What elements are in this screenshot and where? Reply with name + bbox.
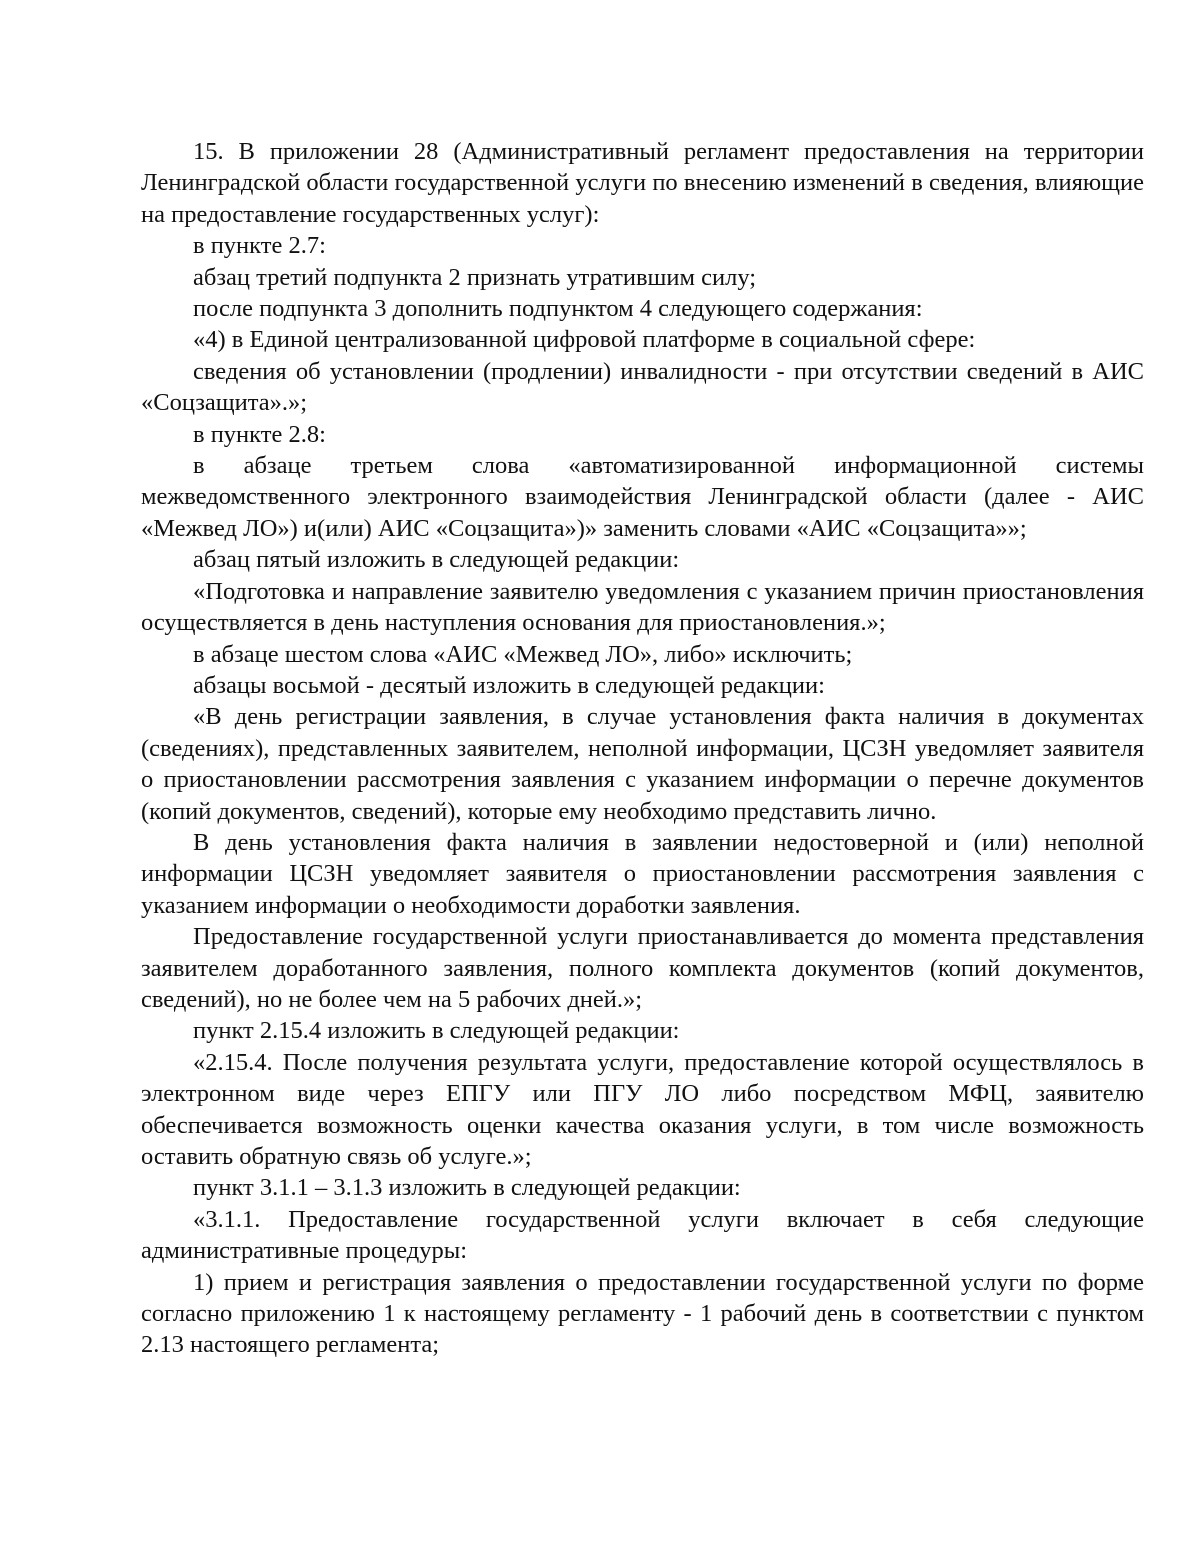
paragraph: «4) в Единой централизованной цифровой платформе в социальной сфере: <box>193 326 976 354</box>
paragraph: сведения об установлении (продлении) инвалидности - при отсутствии сведений в АИС «Соцзащита».»; <box>141 357 1144 417</box>
paragraph: «2.15.4. После получения результата услуги, предоставление которой осуществлялось в электронном виде через ЕПГУ или ПГУ ЛО либо посредством МФЦ, заявителю обеспечивается возможность оценки качества оказания услуги, в том числе возможность оставить обратную связь об услуге.»; <box>141 1048 1144 1170</box>
paragraph: абзац третий подпункта 2 признать утратившим силу; <box>193 263 757 291</box>
paragraph: «3.1.1. Предоставление государственной услуги включает в себя следующие административные процедуры: <box>141 1205 1144 1265</box>
paragraph: абзац пятый изложить в следующей редакции: <box>193 546 680 574</box>
paragraph: пункт 3.1.1 – 3.1.3 изложить в следующей редакции: <box>193 1174 741 1202</box>
paragraph: абзацы восьмой - десятый изложить в следующей редакции: <box>193 671 825 699</box>
paragraph: пункт 2.15.4 изложить в следующей редакции: <box>193 1017 680 1045</box>
paragraph: в пункте 2.8: <box>193 420 326 448</box>
paragraph: «Подготовка и направление заявителю уведомления с указанием причин приостановления осуществляется в день наступления основания для приостановления.»; <box>141 577 1144 637</box>
paragraph: «В день регистрации заявления, в случае установления факта наличия в документах (сведениях), представленных заявителем, неполной информации, ЦСЗН уведомляет заявителя о приостановлении рассмотрения заявления с указанием информации о перечне документов (копий документов, сведений), которые ему необходимо представить лично. <box>141 703 1144 825</box>
paragraph: в абзаце шестом слова «АИС «Межвед ЛО», либо» исключить; <box>193 640 853 668</box>
paragraph: В день установления факта наличия в заявлении недостоверной и (или) неполной информации ЦСЗН уведомляет заявителя о приостановлении рассмотрения заявления с указанием информации о необходимости доработки заявления. <box>141 828 1144 919</box>
paragraph: после подпункта 3 дополнить подпунктом 4 следующего содержания: <box>193 295 923 323</box>
paragraph: Предоставление государственной услуги приостанавливается до момента представления заявителем доработанного заявления, полного комплекта документов (копий документов, сведений), но не более чем на 5 рабочих дней.»; <box>141 923 1144 1013</box>
paragraph: 1) прием и регистрация заявления о предоставлении государственной услуги по форме согласно приложению 1 к настоящему регламенту - 1 рабочий день в соответствии с пунктом 2.13 настоящего регламента; <box>141 1268 1144 1359</box>
paragraph: в абзаце третьем слова «автоматизированной информационной системы межведомственного электронного взаимодействия Ленинградской области (далее - АИС «Межвед ЛО») и(или) АИС «Соцзащита»)» заменить словами «АИС «Соцзащита»»; <box>141 452 1144 542</box>
document-body <box>141 136 1144 1361</box>
paragraph-item-15: 15. В приложении 28 (Административный регламент предоставления на территории Ленинградской области государственной услуги по внесению изменений в сведения, влияющие на предоставление государственных услуг): <box>141 138 1144 228</box>
paragraph: в пункте 2.7: <box>193 232 326 260</box>
